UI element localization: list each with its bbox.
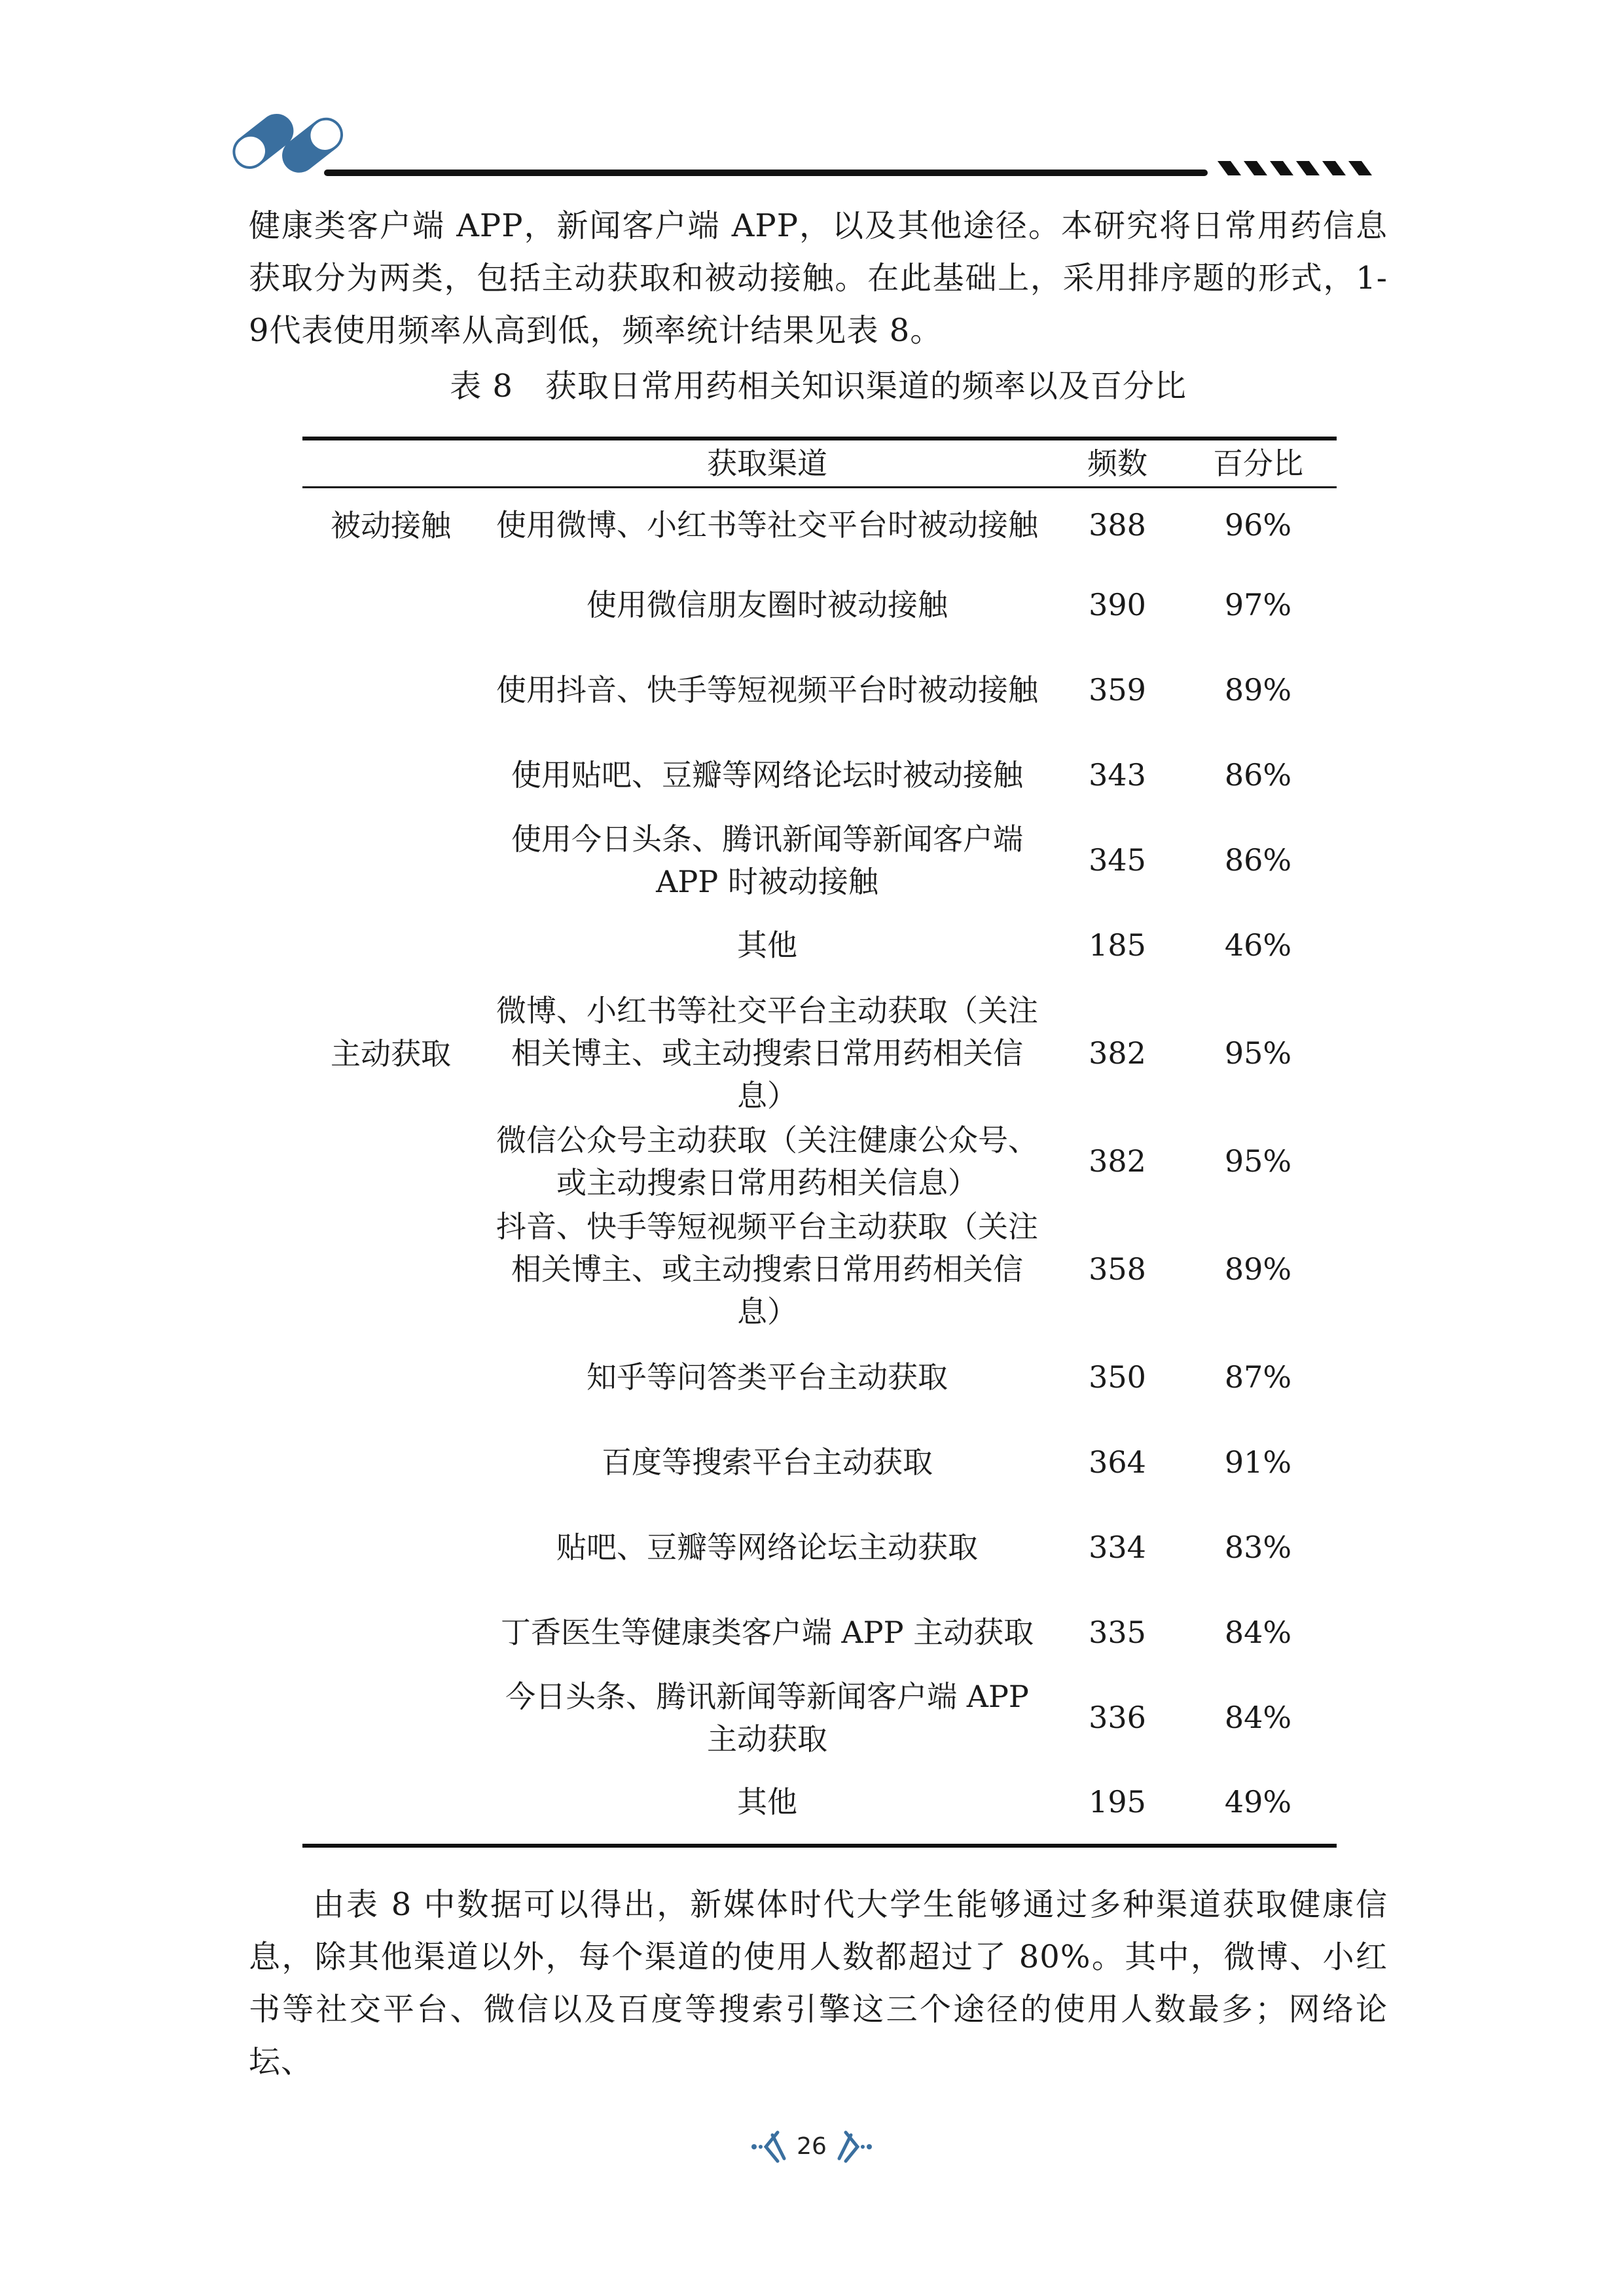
count-cell: 345 — [1089, 842, 1146, 878]
channel-cell: 知乎等问答类平台主动获取 — [586, 1359, 948, 1395]
percent-cell: 84% — [1224, 1700, 1292, 1735]
conclusion-paragraph: 由表 8 中数据可以得出，新媒体时代大学生能够通过多种渠道获取健康信息，除其他渠道以外，每个渠道的使用人数都超过了 80%。其中，微博、小红书等社交平台、微信以及百度等搜索引擎这三个途径的使用人数最多；网络论坛、 — [249, 1886, 1388, 2080]
header-count: 频数 — [1055, 439, 1180, 488]
category-active: 主动获取 — [331, 1035, 451, 1071]
header-channel: 获取渠道 — [479, 439, 1055, 488]
percent-cell: 87% — [1224, 1359, 1292, 1395]
count-cell: 390 — [1089, 587, 1146, 622]
channel-cell: 使用今日头条、腾讯新闻等新闻客户端 APP 时被动接触 — [511, 821, 1023, 899]
table-header-row — [302, 439, 1337, 488]
page-footer — [746, 2121, 877, 2173]
count-cell: 382 — [1089, 1035, 1146, 1071]
table-caption: 表 8 获取日常用药相关知识渠道的频率以及百分比 — [450, 368, 1187, 404]
table-row — [302, 488, 1337, 563]
header-category — [302, 439, 479, 488]
channel-cell: 今日头条、腾讯新闻等新闻客户端 APP 主动获取 — [505, 1678, 1029, 1757]
header-percent: 百分比 — [1180, 439, 1337, 488]
count-cell: 359 — [1089, 672, 1146, 708]
count-cell: 350 — [1089, 1359, 1146, 1395]
category-cell — [302, 488, 479, 988]
channel-cell: 使用贴吧、豆瓣等网络论坛时被动接触 — [511, 757, 1023, 793]
count-cell: 388 — [1089, 507, 1146, 543]
percent-cell: 46% — [1224, 927, 1292, 963]
percent-cell: 95% — [1224, 1035, 1292, 1071]
channel-cell: 微博、小红书等社交平台主动获取（关注相关博主、或主动搜索日常用药相关信息） — [496, 993, 1038, 1113]
page-number: 26 — [797, 2133, 827, 2160]
percent-cell: 96% — [1224, 507, 1292, 543]
percent-cell: 86% — [1224, 842, 1292, 878]
percent-cell: 83% — [1224, 1530, 1292, 1565]
intro-paragraph: 健康类客户端 APP，新闻客户端 APP，以及其他途径。本研究将日常用药信息获取分为两类，包括主动获取和被动接触。在此基础上，采用排序题的形式，1-9代表使用频率从高到低，频率统计结果见表 8。 — [249, 207, 1388, 349]
count-cell: 343 — [1089, 757, 1146, 793]
channel-cell: 其他 — [737, 927, 797, 963]
percent-cell: 89% — [1224, 1251, 1292, 1287]
category-passive: 被动接触 — [331, 508, 451, 543]
count-cell: 335 — [1089, 1615, 1146, 1650]
count-cell: 185 — [1089, 927, 1146, 963]
percent-cell: 49% — [1224, 1784, 1292, 1820]
channel-frequency-table — [302, 437, 1337, 1848]
percent-cell: 91% — [1224, 1444, 1292, 1480]
count-cell: 195 — [1089, 1784, 1146, 1820]
channel-cell: 微信公众号主动获取（关注健康公众号、或主动搜索日常用药相关信息） — [496, 1122, 1038, 1200]
count-cell: 334 — [1089, 1530, 1146, 1565]
channel-cell: 使用微信朋友圈时被动接触 — [586, 587, 948, 622]
count-cell: 382 — [1089, 1143, 1146, 1179]
percent-cell: 97% — [1224, 587, 1292, 622]
percent-cell: 86% — [1224, 757, 1292, 793]
percent-cell: 84% — [1224, 1615, 1292, 1650]
channel-cell: 百度等搜索平台主动获取 — [602, 1444, 933, 1480]
table-row — [302, 988, 1337, 1119]
count-cell: 358 — [1089, 1251, 1146, 1287]
percent-cell: 95% — [1224, 1143, 1292, 1179]
category-cell — [302, 988, 479, 1846]
channel-cell: 使用抖音、快手等短视频平台时被动接触 — [496, 672, 1038, 708]
channel-cell: 丁香医生等健康类客户端 APP 主动获取 — [500, 1615, 1034, 1650]
page-header — [216, 98, 1394, 190]
count-cell: 336 — [1089, 1700, 1146, 1735]
channel-cell: 贴吧、豆瓣等网络论坛主动获取 — [556, 1530, 978, 1565]
percent-cell: 89% — [1224, 672, 1292, 708]
channel-cell: 其他 — [737, 1784, 797, 1820]
channel-cell: 抖音、快手等短视频平台主动获取（关注相关博主、或主动搜索日常用药相关信息） — [496, 1209, 1038, 1329]
pill-capsules-icon — [216, 98, 1394, 190]
channel-cell: 使用微博、小红书等社交平台时被动接触 — [496, 507, 1038, 543]
count-cell: 364 — [1089, 1444, 1146, 1480]
